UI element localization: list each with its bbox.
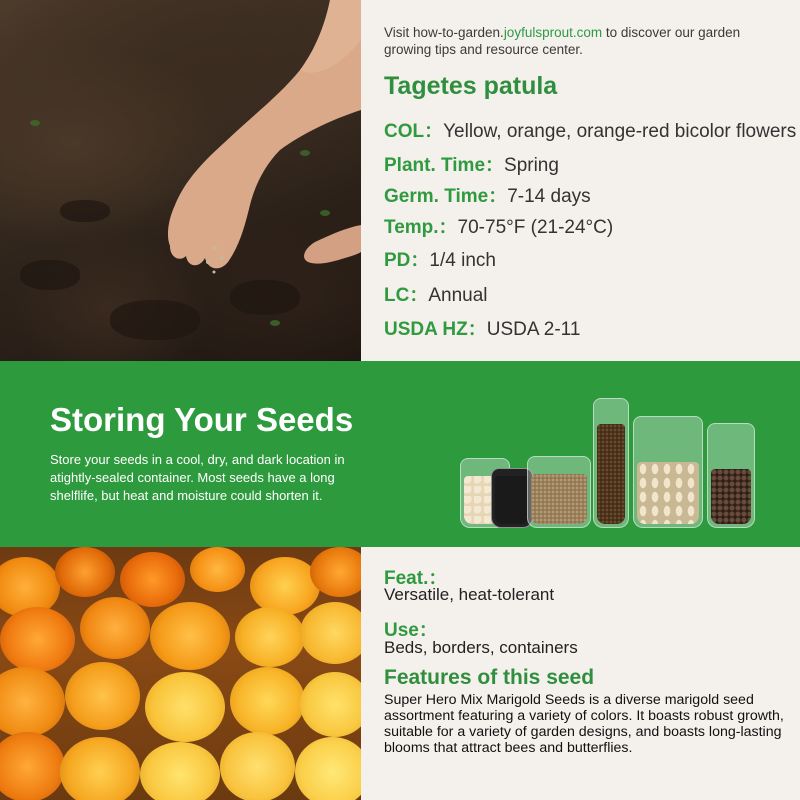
spec-label: LC： — [384, 285, 429, 306]
spec-usda-zone — [384, 314, 580, 341]
spec-value: USDA 2-11 — [486, 319, 581, 340]
jar-icon — [527, 456, 591, 528]
spec-value: Spring — [504, 155, 559, 176]
brand-link[interactable]: joyfulsprout.com — [503, 25, 603, 40]
spec-plant-time — [384, 150, 559, 177]
spec-planting-depth — [384, 245, 496, 272]
use-value: Beds, borders, containers — [384, 638, 578, 657]
spec-label: PD： — [384, 250, 430, 271]
jar-icon — [593, 398, 629, 528]
spec-label: USDA HZ： — [384, 319, 487, 340]
spec-label: Temp.： — [384, 217, 458, 238]
visit-suffix: to discover our garden growing tips and resource center. — [384, 25, 741, 57]
spec-value: 70-75°F (21-24°C) — [457, 217, 614, 238]
hand-illustration — [0, 0, 361, 361]
spec-germ-time — [384, 181, 591, 208]
feat-label: Feat.： — [384, 568, 448, 589]
jar-icon — [707, 423, 755, 528]
banner-title: Storing Your Seeds — [50, 401, 354, 438]
spec-temperature — [384, 212, 613, 239]
spec-life-cycle — [384, 280, 488, 307]
banner-text: Store your seeds in a cool, dry, and dark location in atightly-sealed container. Most seeds have a long shelflife, but heat and moisture could shorten it. — [50, 452, 345, 503]
visit-prefix: Visit how-to-garden. — [384, 25, 504, 40]
features-title: Features of this seed — [384, 666, 595, 689]
plant-name-heading: Tagetes patula — [384, 72, 558, 100]
marigold-flowers-photo — [0, 547, 361, 800]
jar-icon — [633, 416, 703, 528]
feat-value: Versatile, heat-tolerant — [384, 585, 555, 604]
spec-value: 7-14 days — [507, 186, 591, 207]
spec-value: 1/4 inch — [429, 250, 496, 271]
soil-hand-sowing-photo — [0, 0, 361, 361]
spec-label: Germ. Time： — [384, 186, 508, 207]
use-label: Use： — [384, 620, 438, 641]
spec-label: COL： — [384, 121, 444, 142]
spec-color — [384, 116, 796, 143]
spec-label: Plant. Time： — [384, 155, 505, 176]
spec-value: Annual — [428, 285, 488, 306]
features-description: Super Hero Mix Marigold Seeds is a diverse marigold seed assortment featuring a variety of colors. It boasts robust growth, suitable for a variety of garden designs, and boasts long-lasting blooms that attract bees and butterflies. — [384, 692, 784, 756]
spec-value: Yellow, orange, orange-red bicolor flowers — [443, 121, 797, 142]
visit-website-note — [384, 24, 784, 58]
seed-jars-illustration — [455, 383, 765, 528]
